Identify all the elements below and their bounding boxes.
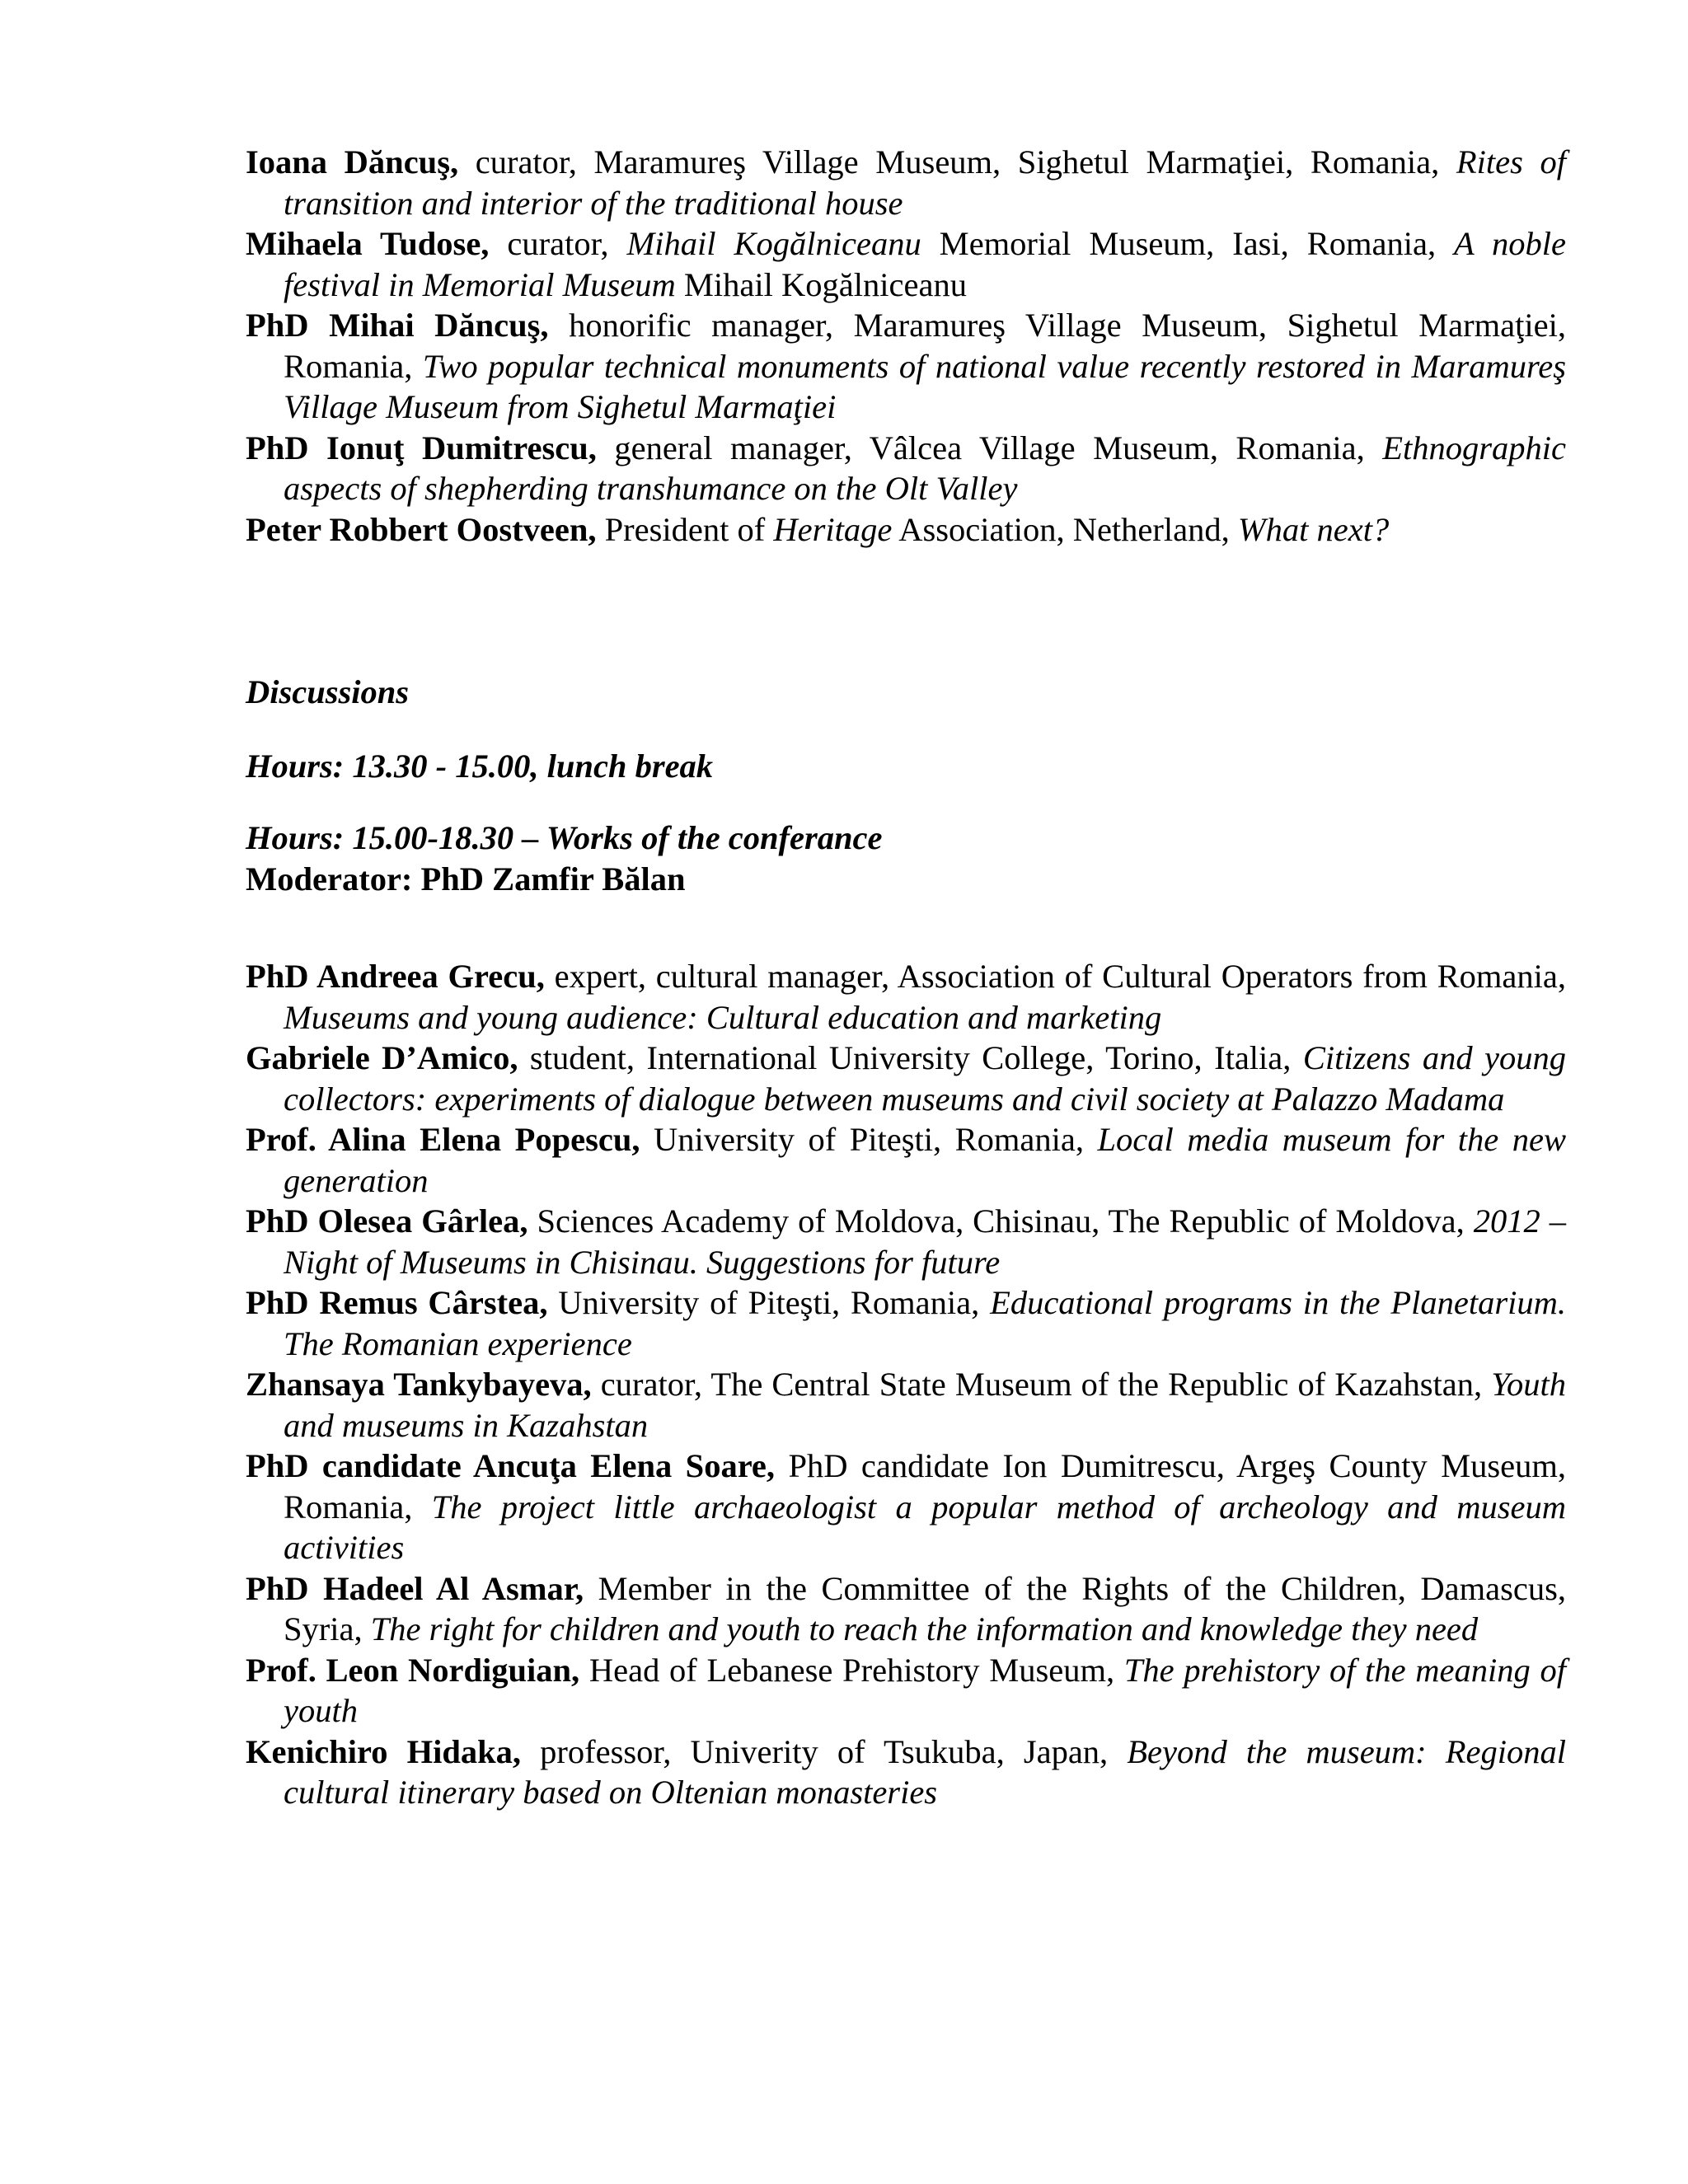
talk-title: The project little archaeologist a popular method of archeology and museum activities: [284, 1488, 1566, 1566]
speaker-name: PhD candidate Ancuţa Elena Soare,: [246, 1447, 776, 1484]
speaker-entry: [246, 1119, 1566, 1201]
talk-title: 2012 – Night of Museums in Chisinau. Suggestions for future: [284, 1202, 1567, 1281]
speaker-name: Gabriele D’Amico,: [246, 1039, 518, 1076]
talk-title: Rites of transition and interior of the traditional house: [284, 143, 1567, 222]
speaker-affiliation: Memorial Museum, Iasi, Romania,: [921, 225, 1455, 262]
talk-title: Citizens and young collectors: experiments of dialogue between museums and civil society at Palazzo Madama: [284, 1039, 1567, 1118]
speaker-affiliation: professor, Univerity of Tsukuba, Japan,: [521, 1732, 1128, 1770]
speaker-entry: [246, 1732, 1566, 1813]
speaker-affiliation: Association, Netherland,: [892, 510, 1238, 548]
talk-title: Local media museum for the new generation: [284, 1121, 1566, 1199]
speaker-name: PhD Andreea Grecu,: [246, 958, 545, 995]
talk-title: Ethnographic aspects of shepherding transhumance on the Olt Valley: [284, 429, 1566, 507]
speaker-name: Mihaela Tudose,: [246, 225, 490, 262]
speaker-affiliation: expert, cultural manager, Association of Cultural Operators from Romania,: [544, 958, 1566, 995]
speaker-entry: [246, 223, 1566, 305]
speaker-name: Kenichiro Hidaka,: [246, 1732, 522, 1770]
moderator-heading: Moderator: PhD Zamfir Bălan: [246, 860, 686, 898]
speaker-list: [246, 956, 1566, 1813]
talk-title: Two popular technical monuments of national value recently restored in Maramureş Village Museum from Sighetul Marmaţiei: [284, 347, 1566, 425]
talk-title: The prehistory of the meaning of youth: [284, 1651, 1566, 1729]
talk-title: Beyond the museum: Regional cultural itinerary based on Oltenian monasteries: [284, 1732, 1567, 1811]
speaker-name: Prof. Leon Nordiguian,: [246, 1651, 580, 1689]
speaker-name: PhD Remus Cârstea,: [246, 1284, 548, 1321]
speaker-affiliation: Sciences Academy of Moldova, Chisinau, The Republic of Moldova,: [528, 1202, 1474, 1240]
works-heading: Hours: 15.00-18.30 – Works of the conferance: [246, 819, 883, 856]
speaker-entry: [246, 1364, 1566, 1446]
speaker-entry: [246, 1446, 1566, 1568]
speaker-entry: [246, 428, 1566, 509]
document-page: [246, 142, 1566, 1813]
talk-title: Museums and young audience: Cultural education and marketing: [284, 998, 1162, 1036]
speaker-affiliation: general manager, Vâlcea Village Museum, Romania,: [596, 429, 1383, 466]
talk-title: What next?: [1237, 510, 1390, 548]
lunch-break-heading: Hours: 13.30 - 15.00, lunch break: [246, 747, 714, 785]
speaker-name: Zhansaya Tankybayeva,: [246, 1366, 592, 1403]
speaker-name: Peter Robbert Oostveen,: [246, 510, 597, 548]
speaker-name: PhD Mihai Dăncuş,: [246, 307, 549, 344]
speaker-name: PhD Hadeel Al Asmar,: [246, 1569, 584, 1607]
talk-title: A noble festival in Memorial Museum: [284, 225, 1566, 303]
talk-title: Educational programs in the Planetarium. The Romanian experience: [284, 1284, 1566, 1362]
speaker-entry: [246, 1282, 1566, 1364]
talk-title: Youth and museums in Kazahstan: [284, 1366, 1566, 1444]
speaker-entry: [246, 509, 1566, 551]
speaker-name: Ioana Dăncuş,: [246, 143, 459, 180]
talk-title: The right for children and youth to reach the information and knowledge they need: [370, 1610, 1479, 1647]
speaker-entry: [246, 1038, 1566, 1119]
speaker-affiliation: Member in the Committee of the Rights of the Children, Damascus, Syria,: [284, 1569, 1566, 1647]
speaker-affiliation-italic: Mihail Kogălniceanu: [626, 225, 921, 262]
speaker-name: PhD Olesea Gârlea,: [246, 1202, 528, 1240]
speaker-entry: [246, 1201, 1566, 1282]
speaker-affiliation: honorific manager, Maramureş Village Museum, Sighetul Marmaţiei, Romania,: [284, 307, 1566, 385]
speaker-entry: [246, 142, 1566, 223]
speaker-affiliation: President of: [596, 510, 774, 548]
speaker-affiliation: curator, Maramureş Village Museum, Sighetul Marmaţiei, Romania,: [458, 143, 1456, 180]
speaker-affiliation-italic: Heritage: [773, 510, 893, 548]
discussions-heading: Discussions: [246, 673, 410, 710]
speaker-affiliation: University of Piteşti, Romania,: [640, 1121, 1098, 1158]
speaker-name: Prof. Alina Elena Popescu,: [246, 1121, 640, 1158]
speaker-affiliation: Head of Lebanese Prehistory Museum,: [579, 1651, 1124, 1689]
speaker-entry: [246, 1568, 1566, 1650]
speaker-entry: [246, 1650, 1566, 1732]
speaker-affiliation: curator,: [489, 225, 627, 262]
talk-title-tail: Mihail Kogălniceanu: [675, 265, 967, 303]
speaker-affiliation: PhD candidate Ion Dumitrescu, Argeş County Museum, Romania,: [284, 1447, 1566, 1526]
speaker-entry: [246, 956, 1566, 1038]
speaker-affiliation: student, International University College, Torino, Italia,: [518, 1039, 1303, 1076]
speaker-name: PhD Ionuţ Dumitrescu,: [246, 429, 597, 466]
speaker-affiliation: curator, The Central State Museum of the Republic of Kazahstan,: [591, 1366, 1492, 1403]
speaker-entry: [246, 305, 1566, 428]
speaker-affiliation: University of Piteşti, Romania,: [547, 1284, 991, 1321]
